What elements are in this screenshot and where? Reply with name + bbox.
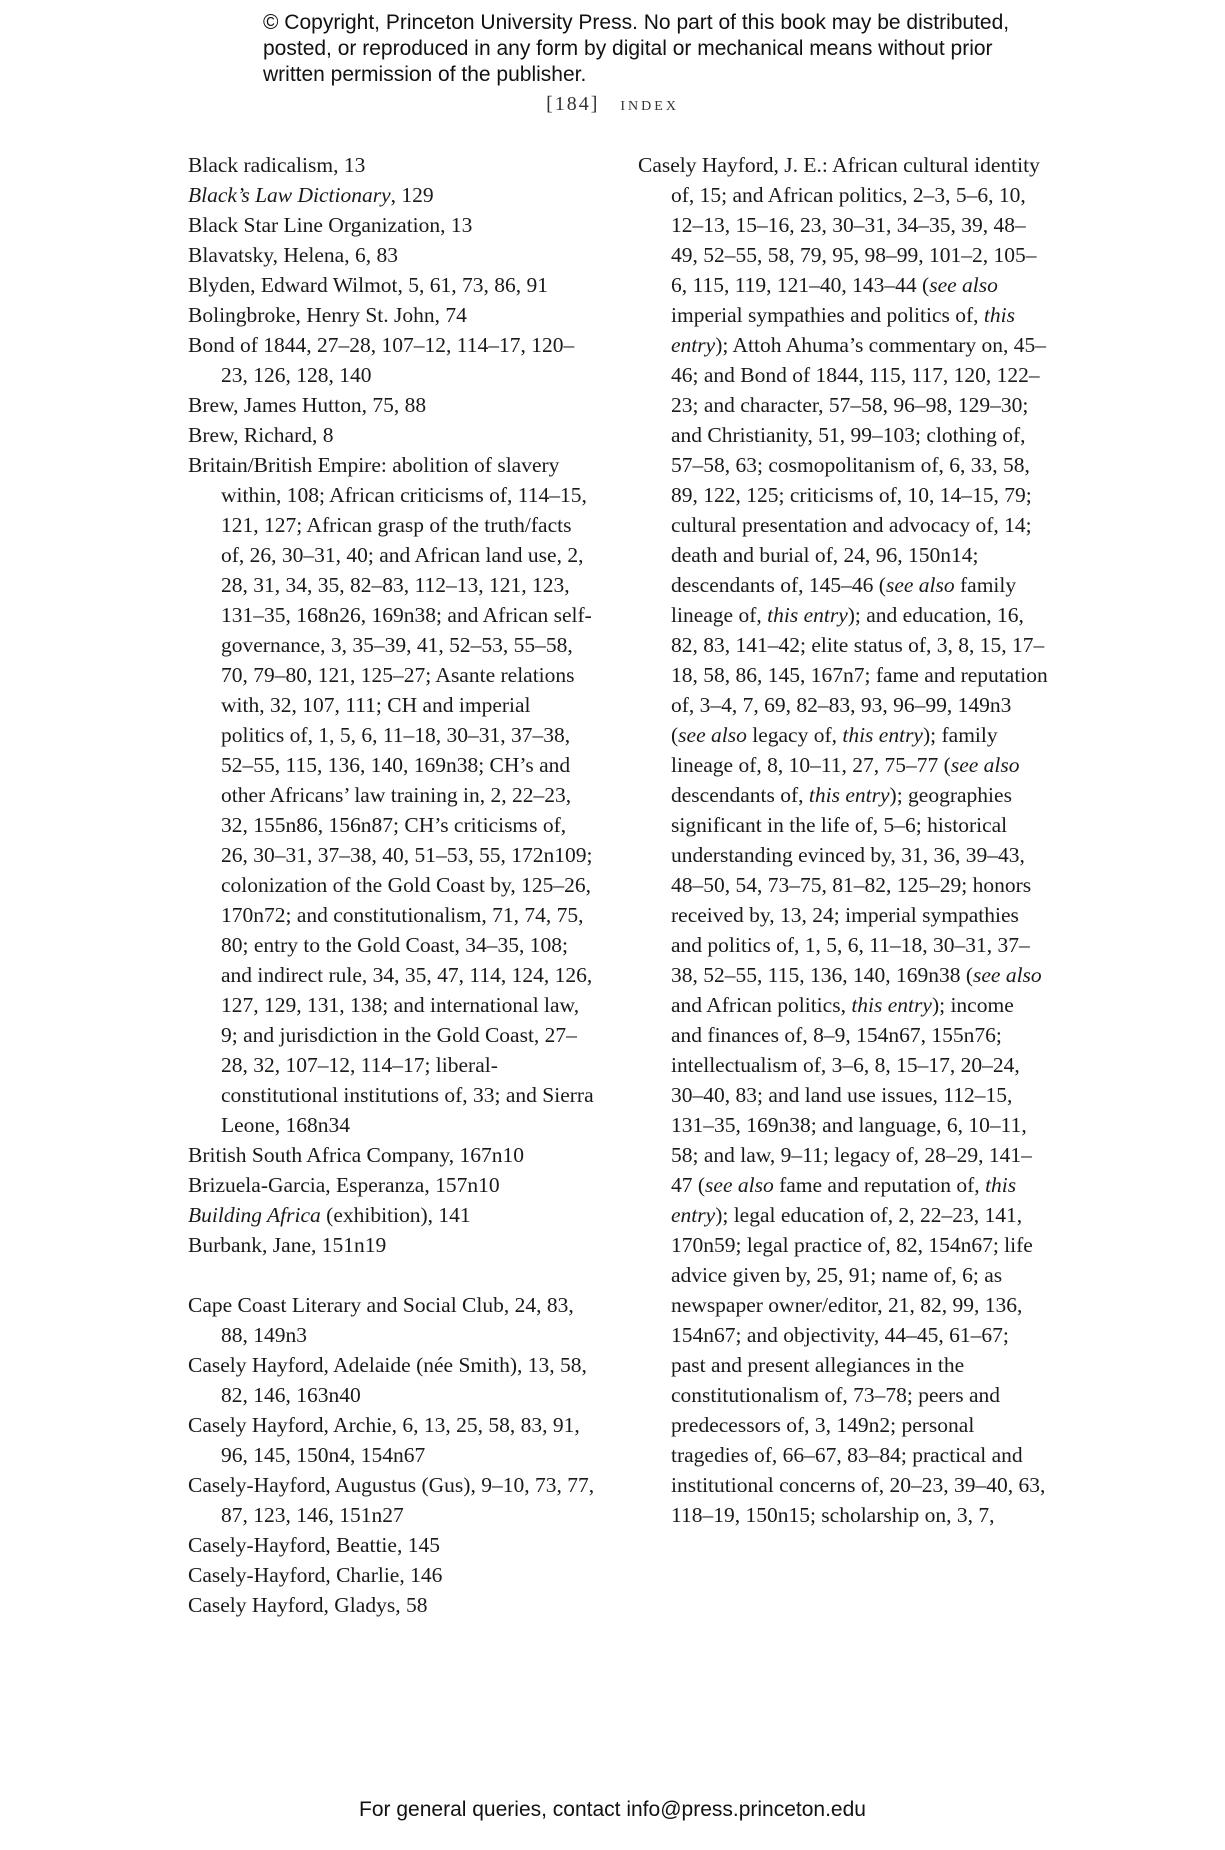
index-entry-text: (exhibition), 141 bbox=[320, 1203, 471, 1227]
index-entry-text: Brew, James Hutton, 75, 88 bbox=[188, 393, 427, 417]
index-column-left bbox=[188, 150, 598, 1620]
index-entry-text: ); Attoh Ahuma’s commentary on, 45–46; and Bond of 1844, 115, 117, 120, 122–23; and character, 57–58, 96–98, 129–30; and Christianity, 51, 99–103; clothing of, 57–58, 63; cosmopolitanism of, 6, 33, 58, 89, 122, 125; criticisms of, 10, 14–15, 79; cultural presentation and advocacy of, 14; death and burial of, 24, 96, 150n14; descendants of, 145–46 ( bbox=[671, 333, 1047, 597]
cross-reference-italic: this entry bbox=[808, 783, 890, 807]
index-entry bbox=[188, 420, 598, 450]
index-entry-text: Casely-Hayford, Charlie, 146 bbox=[188, 1563, 443, 1587]
index-entry-text: Black Star Line Organization, 13 bbox=[188, 213, 473, 237]
index-entry bbox=[188, 270, 598, 300]
running-head bbox=[0, 93, 1225, 116]
index-entry bbox=[188, 1170, 598, 1200]
index-entry bbox=[188, 390, 598, 420]
index-entry-text: Burbank, Jane, 151n19 bbox=[188, 1233, 387, 1257]
index-entry-text: Casely-Hayford, Augustus (Gus), 9–10, 73, 77, 87, 123, 146, 151n27 bbox=[188, 1473, 595, 1527]
index-entry bbox=[188, 1230, 598, 1260]
index-letter-gap bbox=[188, 1260, 598, 1290]
index-entry-text: Brew, Richard, 8 bbox=[188, 423, 334, 447]
footer-contact: For general queries, contact info@press.princeton.edu bbox=[359, 1798, 866, 1821]
index-entry-text: Blavatsky, Helena, 6, 83 bbox=[188, 243, 398, 267]
index-entry bbox=[188, 210, 598, 240]
index-entry-title: Black’s Law Dictionary bbox=[188, 183, 391, 207]
cross-reference-italic: this entry bbox=[671, 303, 1015, 357]
index-entry-text: ); and education, 16, 82, 83, 141–42; elite status of, 3, 8, 15, 17–18, 58, 86, 145, 167n7; fame and reputation of, 3–4, 7, 69, 82–83, 93, 96–99, 149n3 ( bbox=[671, 603, 1048, 747]
index-entry-casely-hayford-je bbox=[638, 150, 1048, 1530]
index-entry bbox=[188, 150, 598, 180]
index-entry-text: ); income and finances of, 8–9, 154n67, 155n76; intellectualism of, 3–6, 8, 15–17, 20–24, 30–40, 83; and land use issues, 112–15, 131–35, 169n38; and language, 6, 10–11, 58; and law, 9–11; legacy of, 28–29, 141–47 ( bbox=[671, 993, 1032, 1197]
index-entry-text: ); legal education of, 2, 22–23, 141, 170n59; legal practice of, 82, 154n67; life advice given by, 25, 91; name of, 6; as newspaper owner/editor, 21, 82, 99, 136, 154n67; and objectivity, 44–45, 61–67; past and present allegiances in the constitutionalism of, 73–78; peers and predecessors of, 3, 149n2; personal tragedies of, 66–67, 83–84; practical and institutional concerns of, 20–23, 39–40, 63, 118–19, 150n15; scholarship on, 3, 7, bbox=[671, 1203, 1046, 1527]
index-entry-text: imperial sympathies and politics of, bbox=[671, 303, 984, 327]
index-entry-text: ); family lineage of, 8, 10–11, 27, 75–77 ( bbox=[671, 723, 998, 777]
cross-reference-italic: see also bbox=[705, 1173, 774, 1197]
page-number: [184] bbox=[546, 93, 600, 115]
index-entry-text: Casely-Hayford, Beattie, 145 bbox=[188, 1533, 440, 1557]
index-entry bbox=[188, 180, 598, 210]
index-entry-text: descendants of, bbox=[671, 783, 809, 807]
index-entry-text: Britain/British Empire: abolition of slavery within, 108; African criticisms of, 114–15, 121, 127; African grasp of the truth/facts of, 26, 30–31, 40; and African land use, 2, 28, 31, 34, 35, 82–83, 112–13, 121, 123, 131–35, 168n26, 169n38; and African self-governance, 3, 35–39, 41, 52–53, 55–58, 70, 79–80, 121, 125–27; Asante relations with, 32, 107, 111; CH and imperial politics of, 1, 5, 6, 11–18, 30–31, 37–38, 52–55, 115, 136, 140, 169n38; CH’s and other Africans’ law training in, 2, 22–23, 32, 155n86, 156n87; CH’s criticisms of, 26, 30–31, 37–38, 40, 51–53, 55, 172n109; colonization of the Gold Coast by, 125–26, 170n72; and constitutionalism, 71, 74, 75, 80; entry to the Gold Coast, 34–35, 108; and indirect rule, 34, 35, 47, 114, 124, 126, 127, 129, 131, 138; and international law, 9; and jurisdiction in the Gold Coast, 27–28, 32, 107–12, 114–17; liberal-constitutional institutions of, 33; and Sierra Leone, 168n34 bbox=[188, 453, 594, 1137]
index-entry-text: Blyden, Edward Wilmot, 5, 61, 73, 86, 91 bbox=[188, 273, 549, 297]
index-entry-text: and African politics, bbox=[671, 993, 852, 1017]
index-entry bbox=[188, 330, 598, 390]
cross-reference-italic: see also bbox=[885, 573, 955, 597]
index-entry-text: British South Africa Company, 167n10 bbox=[188, 1143, 525, 1167]
index-entry bbox=[188, 1410, 598, 1470]
index-entry bbox=[188, 450, 598, 1140]
copyright-notice: © Copyright, Princeton University Press. No part of this book may be distributed, posted, or reproduced in any form by digital or mechanical means without prior written permission of the publisher. bbox=[263, 11, 1010, 86]
index-entry bbox=[188, 300, 598, 330]
index-entry-text: ); geographies significant in the life of, 5–6; historical understanding evinced by, 31, 36, 39–43, 48–50, 54, 73–75, 81–82, 125–29; honors received by, 13, 24; imperial sympathies and politics of, 1, 5, 6, 11–18, 30–31, 37–38, 52–55, 115, 136, 140, 169n38 ( bbox=[671, 783, 1032, 987]
index-entry-text: Casely Hayford, Archie, 6, 13, 25, 58, 83, 91, 96, 145, 150n4, 154n67 bbox=[188, 1413, 580, 1467]
cross-reference-italic: this entry bbox=[767, 603, 848, 627]
cross-reference-italic: this entry bbox=[851, 993, 932, 1017]
index-entry-text: fame and reputation of, bbox=[773, 1173, 986, 1197]
index-column-right bbox=[638, 150, 1048, 1530]
index-entry bbox=[188, 1470, 598, 1530]
cross-reference-italic: see also bbox=[950, 753, 1020, 777]
index-entry-title: Building Africa bbox=[188, 1203, 321, 1227]
index-entry-text: Casely Hayford, J. E.: African cultural identity of, 15; and African politics, 2–3, 5–6, 10, 12–13, 15–16, 23, 30–31, 34–35, 39, 48–49, 52–55, 58, 79, 95, 98–99, 101–2, 105–6, 115, 119, 121–40, 143–44 ( bbox=[638, 153, 1040, 297]
index-entry bbox=[188, 1560, 598, 1590]
index-entry-text: family lineage of, bbox=[671, 573, 1017, 627]
index-entry bbox=[188, 240, 598, 270]
index-entry-text: , 129 bbox=[390, 183, 434, 207]
index-entry-text: Bolingbroke, Henry St. John, 74 bbox=[188, 303, 467, 327]
index-entry-text: Casely Hayford, Gladys, 58 bbox=[188, 1593, 428, 1617]
index-entry-text: legacy of, bbox=[746, 723, 843, 747]
index-entry bbox=[188, 1530, 598, 1560]
index-entry bbox=[188, 1590, 598, 1620]
index-entry bbox=[188, 1140, 598, 1170]
cross-reference-italic: see also bbox=[973, 963, 1042, 987]
cross-reference-italic: see also bbox=[929, 273, 998, 297]
cross-reference-italic: this entry bbox=[842, 723, 923, 747]
index-entry-text: Bond of 1844, 27–28, 107–12, 114–17, 120–23, 126, 128, 140 bbox=[188, 333, 575, 387]
index-entry-text: Black radicalism, 13 bbox=[188, 153, 366, 177]
index-entry-text: Brizuela-Garcia, Esperanza, 157n10 bbox=[188, 1173, 500, 1197]
cross-reference-italic: this entry bbox=[671, 1173, 1017, 1227]
index-entry bbox=[188, 1350, 598, 1410]
index-entry-text: Casely Hayford, Adelaide (née Smith), 13, 58, 82, 146, 163n40 bbox=[188, 1353, 587, 1407]
index-entry bbox=[188, 1290, 598, 1350]
index-entry bbox=[188, 1200, 598, 1230]
cross-reference-italic: see also bbox=[678, 723, 747, 747]
index-entry-text: Cape Coast Literary and Social Club, 24, 83, 88, 149n3 bbox=[188, 1293, 574, 1347]
section-title: index bbox=[620, 93, 679, 115]
